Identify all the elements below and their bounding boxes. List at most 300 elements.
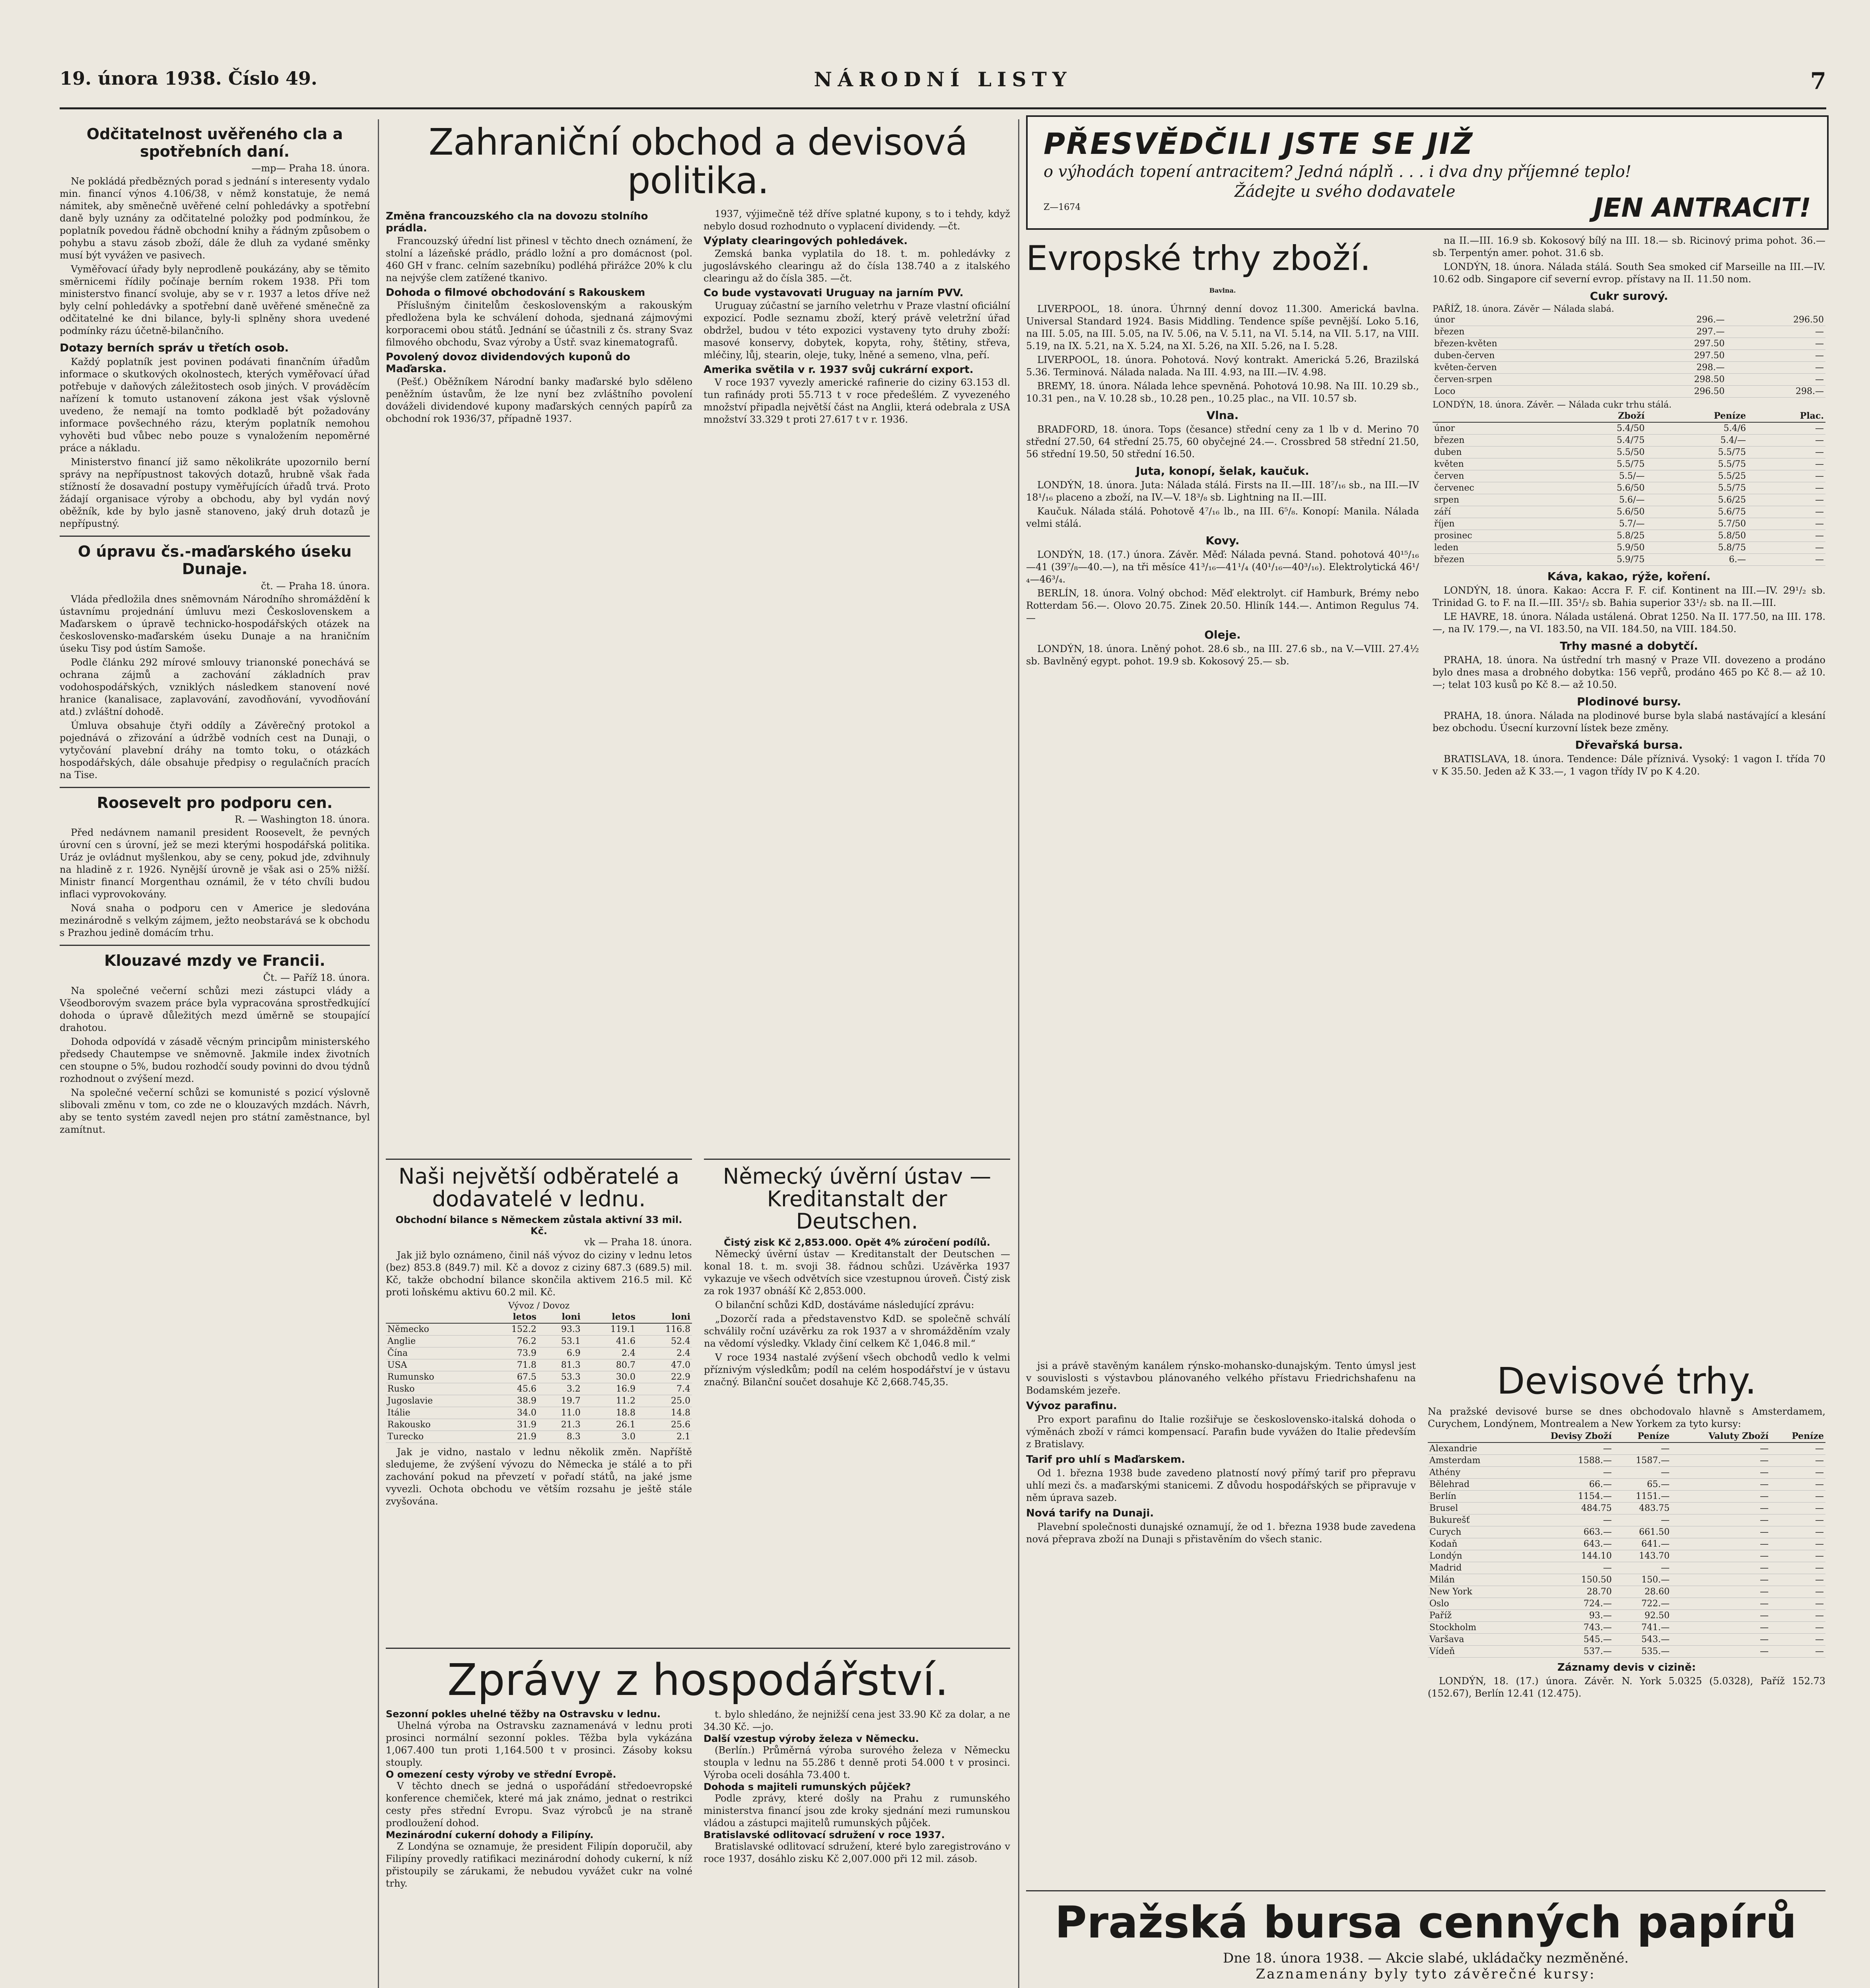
paragraph: Dohoda odpovídá v zásadě věcným principům ministerského předsedy Chautempse ve sněmovně. Jakmile index životních cen stoupne o 5%, budou rozhodčí soudy povinni do dvou týdnů rozhodnout o zvýšení mezd. xyxy=(60,1036,370,1085)
table-row xyxy=(1428,1586,1825,1598)
table-row xyxy=(1428,1562,1825,1574)
table-cell: 76.2 xyxy=(483,1336,538,1347)
table-cell: 722.— xyxy=(1613,1598,1671,1610)
table-cell: 1151.— xyxy=(1613,1491,1671,1503)
issue-date: 19. února 1938. Číslo 49. xyxy=(60,68,317,89)
table-header: letos xyxy=(483,1311,538,1323)
table-row xyxy=(386,1431,692,1443)
article-title: Dotazy berních správ u třetích osob. xyxy=(60,341,289,355)
table-cell: — xyxy=(1671,1634,1770,1646)
table-row xyxy=(1428,1610,1825,1622)
table-cell: Jugoslavie xyxy=(386,1395,483,1407)
section-title: Zprávy z hospodářství. xyxy=(447,1654,949,1705)
table-cell: 5.7/— xyxy=(1557,518,1646,530)
article-transit xyxy=(1026,1360,1416,1877)
table-cell: 543.— xyxy=(1613,1634,1671,1646)
table-row xyxy=(386,1347,692,1359)
section-economic-news xyxy=(386,1642,1010,1988)
item-title: Dohoda o filmové obchodování s Rakouskem xyxy=(386,287,645,299)
table-cell: 298.— xyxy=(1726,386,1825,398)
paragraph: Zemská banka vyplatila do 18. t. m. pohledávky z jugoslávského clearingu až do čísla 138.740 a z italského clearingu až do čísla 385. —čt. xyxy=(704,248,1010,284)
table-header: Peníze xyxy=(1613,1430,1671,1442)
table-cell: — xyxy=(1748,542,1825,554)
table-cell: — xyxy=(1748,447,1825,458)
table-cell: — xyxy=(1726,338,1825,350)
table-cell: 22.9 xyxy=(637,1371,692,1383)
table-cell: červenec xyxy=(1433,482,1557,494)
table-cell: Turecko xyxy=(386,1431,483,1443)
paragraph: LONDÝN, 18. (17.) února. Závěr. N. York 5.0325 (5.0328), Paříž 152.73 (152.67), Berlín 12.41 (12.475). xyxy=(1428,1675,1825,1699)
table-header xyxy=(1428,1430,1512,1442)
dateline: —mp— Praha 18. února. xyxy=(251,163,370,174)
item-title: Dohoda s majiteli rumunských půjček? xyxy=(704,1781,911,1792)
table-cell: — xyxy=(1671,1491,1770,1503)
table-cell: říjen xyxy=(1433,518,1557,530)
table-cell: 297.50 xyxy=(1627,350,1726,362)
table-cell: 297.— xyxy=(1627,326,1726,338)
table-cell: — xyxy=(1512,1442,1613,1455)
table-cell: leden xyxy=(1433,542,1557,554)
markets-right xyxy=(1433,235,1825,778)
table-cell: — xyxy=(1671,1646,1770,1658)
table-cell: 5.6/50 xyxy=(1557,506,1646,518)
paragraph: LONDÝN, 18. (17.) února. Závěr. Měď: Nálada pevná. Stand. pohotová 40¹⁵/₁₆—41 (39⁷/₈—40.—), na tři měsíce 41³/₁₆—41¹/₄ (40¹/₁₆—40³/₁₆). Elektrolytická 46¹/₄—46³/₄. xyxy=(1026,549,1419,585)
table-cell: 150.— xyxy=(1613,1574,1671,1586)
dateline: vk — Praha 18. února. xyxy=(584,1237,692,1248)
article-subtitle: Obchodní bilance s Německem zůstala aktivní 33 mil. Kč. xyxy=(395,1214,682,1237)
table-cell: 26.1 xyxy=(582,1419,637,1431)
market-head: Juta, konopí, šelak, kaučuk. xyxy=(1136,464,1309,478)
table-cell: 483.75 xyxy=(1613,1503,1671,1514)
table-cell: 6.— xyxy=(1646,554,1748,566)
currency-table xyxy=(1428,1430,1825,1658)
table-cell: — xyxy=(1613,1442,1671,1455)
table-cell: Milán xyxy=(1428,1574,1512,1586)
masthead xyxy=(60,60,1826,109)
paragraph: Před nedávnem namanil president Roosevelt, že pevných úrovní cen s úrovní, jež se mezi kterými hospodářská politika. Uráz je ovládnut myšlenkou, aby se ceny, pokud jde, zdvihnuly na hladině z r. 1926. Nynější úrovně je však asi o 25% nižší. Ministr financí Morgenthau oznámil, že v této chvíli budou inflaci vyprovokovány. xyxy=(60,827,370,900)
paragraph: LE HAVRE, 18. února. Nálada ustálená. Obrat 1250. Na II. 177.50, na III. 178.—, na IV. 179.—, na VI. 183.50, na VII. 184.50, na VIII. 184.50. xyxy=(1433,611,1825,635)
divider xyxy=(386,1648,1010,1649)
table-cell: — xyxy=(1770,1467,1825,1479)
table-row xyxy=(1433,506,1825,518)
paragraph: LIVERPOOL, 18. února. Úhrnný denní dovoz 11.300. Americká bavlna. Universal Standard 1924. Basis Middling. Tendence spíše pevnější. Loko 5.16, na III. 5.05, na III. 5.05, na IV. 5.06, na V. 5.11, na VI. 5.14, na VII. 5.17, na VIII. 5.19, na IX. 5.21, na X. 5.24, na XI. 5.26, na XII. 5.26, na I. 5.28. xyxy=(1026,303,1419,351)
table-cell: — xyxy=(1748,435,1825,447)
table-cell: 298.50 xyxy=(1627,374,1726,386)
item-title: O omezení cesty výroby ve střední Evropě. xyxy=(386,1769,616,1780)
page-number: 7 xyxy=(1810,68,1826,95)
table-cell: 5.4/6 xyxy=(1646,422,1748,435)
table-cell: — xyxy=(1671,1622,1770,1634)
item-title: Sezonní pokles uhelné těžby na Ostravsku v lednu. xyxy=(386,1708,661,1720)
table-row xyxy=(1433,470,1825,482)
column-rule xyxy=(378,119,379,1988)
market-line: LONDÝN, 18. února. Závěr. — Nálada cukr trhu stálá. xyxy=(1433,400,1672,410)
table-cell: 21.9 xyxy=(483,1431,538,1443)
table-cell: duben-červen xyxy=(1433,350,1627,362)
table-cell: 11.0 xyxy=(538,1407,582,1419)
item-title: Další vzestup výroby železa v Německu. xyxy=(704,1733,919,1744)
paragraph: Jak je vidno, nastalo v lednu několik změn. Napříště sledujeme, že zvýšení vývozu do Německa je stálé a to při zachování pokud na převzetí v pořadí států, na jaké jsme vyvezli. Ochota obchodu ve větším rozsahu je ještě stále zvyšována. xyxy=(386,1446,692,1507)
ad-headline: PŘESVĚDČILI JSTE SE JIŽ xyxy=(1044,127,1474,161)
table-cell: červen-srpen xyxy=(1433,374,1627,386)
table-cell: — xyxy=(1671,1586,1770,1598)
table-header: Valuty Zboží xyxy=(1671,1430,1770,1442)
table-cell: 5.5/25 xyxy=(1646,470,1748,482)
table-cell: — xyxy=(1671,1550,1770,1562)
table-cell: — xyxy=(1770,1491,1825,1503)
table-row xyxy=(1433,326,1825,338)
table-cell: 3.0 xyxy=(582,1431,637,1443)
item-title: Bratislavské odlitovací sdružení v roce 1937. xyxy=(704,1829,945,1840)
subcolumn-left xyxy=(386,1708,692,1890)
antracit-advert xyxy=(1026,115,1829,230)
table-row xyxy=(1428,1455,1825,1467)
table-cell: březen xyxy=(1433,435,1557,447)
market-head: Cukr surový. xyxy=(1590,289,1668,303)
table-header: Peníze xyxy=(1770,1430,1825,1442)
divider xyxy=(704,1159,1010,1160)
article-title: Naši největší odběratelé a dodavatelé v lednu. xyxy=(398,1164,679,1211)
table-cell: 150.50 xyxy=(1512,1574,1613,1586)
table-cell: 3.2 xyxy=(538,1383,582,1395)
table-cell: 5.4/50 xyxy=(1557,422,1646,435)
paragraph: Z Londýna se oznamuje, že president Filipín doporučil, aby Filipíny provedly ratifikaci mezinárodní dohody cukerní, k níž přistoupily se zárukami, že nebudou vyvážet cukr na volné trhy. xyxy=(386,1841,692,1889)
table-row xyxy=(1428,1479,1825,1491)
table-cell: 92.50 xyxy=(1613,1610,1671,1622)
table-cell: 1154.— xyxy=(1512,1491,1613,1503)
table-cell: 2.4 xyxy=(637,1347,692,1359)
table-cell: 643.— xyxy=(1512,1538,1613,1550)
table-cell: 65.— xyxy=(1613,1479,1671,1491)
paragraph: Ne pokládá předbězných porad s jednání s interesenty vydalo min. financí výnos 4.106/38, v němž konstatuje, že nemá námitek, aby směnečně uvěřené celní pohledávky a spotřební daně byly uznány za odčitatelné položky pod podmínkou, že poplatník povedou řádně obchodní knihy a řádným způsobem o pohybu a stavu zásob zboží, dále že dluh za vydané směnky musí být vyvážen ve pasivech. xyxy=(60,176,370,261)
table-cell: — xyxy=(1671,1503,1770,1514)
paragraph: BRADFORD, 18. února. Tops (česance) střední ceny za 1 lb v d. Merino 70 střední 27.50, 64 střední 25.75, 60 obyčejné 24.—. Crossbred 58 střední 21.50, 56 střední 19.50, 50 střední 16.50. xyxy=(1026,423,1419,460)
table-cell: 537.— xyxy=(1512,1646,1613,1658)
table-header: Devisy Zboží xyxy=(1512,1430,1613,1442)
table-cell: 152.2 xyxy=(483,1323,538,1336)
table-row xyxy=(1428,1514,1825,1526)
table-row xyxy=(1428,1467,1825,1479)
market-head: Vlna. xyxy=(1206,408,1239,422)
ad-line: Žádejte u svého dodavatele xyxy=(1234,182,1456,201)
table-cell: — xyxy=(1726,362,1825,374)
item-title: Amerika světila v r. 1937 svůj cukrární export. xyxy=(704,364,974,376)
table-cell: USA xyxy=(386,1359,483,1371)
table-cell: 93.— xyxy=(1512,1610,1613,1622)
paragraph: (Berlín.) Průměrná výroba surového železa v Německu stoupla v lednu na 55.286 t denně proti 54.000 t v prosinci. Výroba oceli dosáhla 73.400 t. xyxy=(704,1745,1010,1780)
table-cell: — xyxy=(1671,1455,1770,1467)
table-cell: — xyxy=(1726,326,1825,338)
table-header: Zboží xyxy=(1557,410,1646,422)
table-cell: — xyxy=(1671,1526,1770,1538)
item-title: Změna francouzského cla na dovozu stolního prádla. xyxy=(386,210,648,235)
table-cell: 2.4 xyxy=(582,1347,637,1359)
table-cell: Čína xyxy=(386,1347,483,1359)
table-cell: — xyxy=(1613,1514,1671,1526)
paragraph: Plavební společnosti dunajské oznamují, že od 1. března 1938 bude zavedena nová přeprava zboží na Dunaji s přistavěním do všech stanic. xyxy=(1026,1521,1416,1545)
article-title: Německý úvěrní ústav — Kreditanstalt der Deutschen. xyxy=(723,1164,991,1234)
table-cell: — xyxy=(1770,1574,1825,1586)
table-row xyxy=(1433,494,1825,506)
table-cell: 641.— xyxy=(1613,1538,1671,1550)
table-cell: 25.6 xyxy=(637,1419,692,1431)
table-cell: červen xyxy=(1433,470,1557,482)
market-line: PAŘÍŽ, 18. února. Závěr — Nálada slabá. xyxy=(1433,304,1614,314)
table-cell: 31.9 xyxy=(483,1419,538,1431)
table-cell: — xyxy=(1613,1562,1671,1574)
table-cell: 5.5/75 xyxy=(1646,482,1748,494)
table-cell: — xyxy=(1770,1538,1825,1550)
table-cell: 5.6/25 xyxy=(1646,494,1748,506)
table-row xyxy=(1433,530,1825,542)
paragraph: Francouzský úřední list přinesl v těchto dnech oznámení, že stolní a lázeňské prádlo, prádlo ložní a pro domácnost (pol. 460 GH v franc. celním sazebníku) podléhá přirážce 20% k clu na nejvýše clem zatížené tkanivo. xyxy=(386,235,692,284)
table-cell: květen-červen xyxy=(1433,362,1627,374)
table-cell: 2.1 xyxy=(637,1431,692,1443)
table-cell: Loco xyxy=(1433,386,1627,398)
table-cell: 45.6 xyxy=(483,1383,538,1395)
table-cell: 28.70 xyxy=(1512,1586,1613,1598)
table-cell: — xyxy=(1748,518,1825,530)
table-cell: Brusel xyxy=(1428,1503,1512,1514)
table-cell: 724.— xyxy=(1512,1598,1613,1610)
paragraph: Na společné večerní schůzi se komunisté s pozicí výslovně slibovali změnu v tom, co zde ne o klouzavých mzdách. Návrh, aby se tento systém zavedl nejen pro státní zaměstnance, byl zamítnut. xyxy=(60,1087,370,1136)
market-head: Káva, kakao, rýže, koření. xyxy=(1547,570,1711,583)
table-cell: — xyxy=(1512,1562,1613,1574)
trade-table xyxy=(386,1311,692,1443)
paragraph: Bratislavské odlitovací sdružení, které bylo zaregistrováno v roce 1937, dosáhlo zisku Kč 2,007.000 při 12 mil. zásob. xyxy=(704,1841,1010,1864)
paragraph: (Pešť.) Oběžníkem Národní banky maďarské bylo sděleno peněžním ústavům, že lze nyní bez zvláštního povolení dováželi dividendové kupony maďarských cenných papírů za obchodní rok 1936/37, případně 1937. xyxy=(386,376,692,425)
table-cell: 7.4 xyxy=(637,1383,692,1395)
paragraph: Vyměřovací úřady byly neprodleně poukázány, aby se těmito směrnicemi řídily počínaje berním rokem 1938. Při tom ministerstvo financí svoluje, aby se v r. 1937 a letos dříve než byly celní pohledávky a spotřební daně uvěřené směnečně za odčitatelné ke dni bilance, byly-li splněny shora uvedené podmínky rázu účetně-bilančního. xyxy=(60,264,370,337)
table-cell: — xyxy=(1726,374,1825,386)
table-cell: — xyxy=(1770,1634,1825,1646)
table-cell: — xyxy=(1748,530,1825,542)
paragraph: BREMY, 18. února. Nálada lehce spevněná. Pohotová 10.98. Na III. 10.29 sb., 10.31 pen., na V. 10.28 sb., 10.28 pen., 10.25 plac., na VII. 10.57 sb. xyxy=(1026,380,1419,404)
article-trade-partners xyxy=(386,1153,692,1630)
ad-brand: JEN ANTRACIT! xyxy=(1593,192,1811,223)
table-cell: 8.3 xyxy=(538,1431,582,1443)
paragraph: V těchto dnech se jedná o uspořádání středoevropské konference chemiček, které má jak známo, jednat o restrikci cesty přes střední Evropu. Svaz výrobců je na straně prodloužení dohod. xyxy=(386,1780,692,1829)
table-cell: 5.6/— xyxy=(1557,494,1646,506)
paragraph: LONDÝN, 18. února. Kakao: Accra F. F. cif. Kontinent na III.—IV. 29¹/₂ sb. Trinidad G. to F. na II.—III. 35¹/₂ sb. Bahia superior 33¹/₂ sb. na II.—III. xyxy=(1433,585,1825,608)
paragraph: PRAHA, 18. února. Nálada na plodinové burse byla slabá nastávající a klesání bez obchodu. Úsecní kurzovní lístek beze změny. xyxy=(1433,710,1825,734)
table-cell: 80.7 xyxy=(582,1359,637,1371)
divider xyxy=(60,787,370,788)
table-cell: Vídeň xyxy=(1428,1646,1512,1658)
paragraph: BERLÍN, 18. února. Volný obchod: Měď elektrolyt. cif Hamburk, Brémy nebo Rotterdam 56.—. Olovo 20.75. Zinek 20.50. Hliník 144.—. Antimon Regulus 74.— xyxy=(1026,587,1419,623)
paragraph: 1937, výjimečně též dříve splatné kupony, s to i tehdy, když nebylo dosud rozhodnuto o vyplacení dividendy. —čt. xyxy=(704,208,1010,232)
paragraph: V roce 1934 nastalé zvýšení všech obchodů vedlo k velmi příznivým výsledkům; podíl na celém hospodářství je v ústavu značný. Bilanční součet dosahuje Kč 2,668.745,35. xyxy=(704,1352,1010,1388)
table-row xyxy=(1428,1598,1825,1610)
table-row xyxy=(1433,314,1825,326)
item-title: Mezinárodní cukerní dohody a Filipíny. xyxy=(386,1829,594,1840)
table-cell: 143.70 xyxy=(1613,1550,1671,1562)
table-row xyxy=(1428,1622,1825,1634)
table-row xyxy=(1428,1574,1825,1586)
table-cell: — xyxy=(1770,1550,1825,1562)
table-cell: Varšava xyxy=(1428,1634,1512,1646)
table-cell: 296.50 xyxy=(1627,386,1726,398)
paragraph: Podle článku 292 mírové smlouvy trianonské ponechává se ochrana zájmů a zachování základních prav vodohospodářských, vzniklých následkem stanovení nové hranice (kanalisace, zaplavování, zavodňování, vyvodňování atd.) zvláštní dohodě. xyxy=(60,656,370,717)
table-cell: — xyxy=(1613,1467,1671,1479)
paragraph: LONDÝN, 18. února. Juta: Nálada stálá. Firsts na II.—III. 18⁷/₁₆ sb., na III.—IV 18¹/₁₆ placeno a zboží, na IV.—V. 18³/₈ sb. Lightning na II.—III. xyxy=(1026,479,1419,503)
table-cell: 5.5/75 xyxy=(1646,458,1748,470)
table-row xyxy=(1433,518,1825,530)
table-cell: 484.75 xyxy=(1512,1503,1613,1514)
paragraph: BRATISLAVA, 18. února. Tendence: Dále příznivá. Vysoký: 1 vagon I. třída 70 v K 35.50. Jeden až K 33.—, 1 vagon třídy IV po K 4.20. xyxy=(1433,753,1825,777)
table-cell: 5.6/75 xyxy=(1646,506,1748,518)
table-cell: 5.8/50 xyxy=(1646,530,1748,542)
paragraph: na II.—III. 16.9 sb. Kokosový bílý na III. 18.— sb. Ricinový prima pohot. 36.— sb. Terpentýn amer. pohot. 31.6 sb. xyxy=(1433,235,1825,258)
table-cell: 21.3 xyxy=(538,1419,582,1431)
table-row xyxy=(1428,1526,1825,1538)
table-cell: 53.3 xyxy=(538,1371,582,1383)
paragraph: LONDÝN, 18. února. Lněný pohot. 28.6 sb., na III. 27.6 sb., na V.—VIII. 27.4½ sb. Bavlněný egypt. pohot. 19.9 sb. Kokosový 25.— sb. xyxy=(1026,643,1419,667)
table-cell: 5.6/50 xyxy=(1557,482,1646,494)
table-row xyxy=(1433,435,1825,447)
table-cell: 5.9/75 xyxy=(1557,554,1646,566)
table-cell: — xyxy=(1671,1538,1770,1550)
section-title: Evropské trhy zboží. xyxy=(1026,239,1371,278)
table-cell: — xyxy=(1512,1514,1613,1526)
table-cell: — xyxy=(1671,1467,1770,1479)
table-cell: — xyxy=(1770,1442,1825,1455)
ad-code: Z—1674 xyxy=(1044,202,1081,212)
paragraph: LIVERPOOL, 18. února. Pohotová. Nový kontrakt. Americká 5.26, Brazilská 5.36. Terminová. Nálada nalada. Na III. 4.93, na III.—IV. 4.98. xyxy=(1026,354,1419,378)
table-row xyxy=(1433,350,1825,362)
table-cell: 296.50 xyxy=(1726,314,1825,326)
table-cell: 16.9 xyxy=(582,1383,637,1395)
table-cell: Bělehrad xyxy=(1428,1479,1512,1491)
item-title: Nová tarify na Dunaji. xyxy=(1026,1507,1154,1519)
table-cell: 297.50 xyxy=(1627,338,1726,350)
column-rule xyxy=(1018,119,1019,1988)
section-title: Pražská bursa cenných papírů xyxy=(1055,1897,1797,1948)
table-cell: Itálie xyxy=(386,1407,483,1419)
table-row xyxy=(386,1383,692,1395)
table-cell: Curych xyxy=(1428,1526,1512,1538)
table-cell: Kodaň xyxy=(1428,1538,1512,1550)
article-kreditanstalt xyxy=(704,1153,1010,1630)
section-title: Devisové trhy. xyxy=(1497,1360,1757,1402)
table-cell: — xyxy=(1770,1503,1825,1514)
table-cell: Athény xyxy=(1428,1467,1512,1479)
table-row xyxy=(386,1359,692,1371)
table-row xyxy=(386,1371,692,1383)
paragraph: Na pražské devisové burse se dnes obchodovalo hlavně s Amsterdamem, Curychem, Londýnem, Montrealem a New Yorkem za tyto kursy: xyxy=(1428,1406,1825,1429)
item-title: Výplaty clearingových pohledávek. xyxy=(704,235,908,247)
paragraph: Kaučuk. Nálada stálá. Pohotově 4⁷/₁₆ lb., na III. 6⁵/₈. Konopí: Manila. Nálada velmi stálá. xyxy=(1026,505,1419,529)
item-title: Co bude vystavovati Uruguay na jarním PVV. xyxy=(704,287,964,299)
table-cell: — xyxy=(1770,1646,1825,1658)
table-cell: 5.8/75 xyxy=(1646,542,1748,554)
table-cell: prosinec xyxy=(1433,530,1557,542)
table-cell: 1587.— xyxy=(1613,1455,1671,1467)
market-head: Dřevařská bursa. xyxy=(1575,738,1683,751)
table-header: loni xyxy=(538,1311,582,1323)
table-cell: — xyxy=(1770,1514,1825,1526)
table-cell: — xyxy=(1770,1455,1825,1467)
table-cell: březen-květen xyxy=(1433,338,1627,350)
paragraph: Uruguay zúčastní se jarního veletrhu v Praze vlastní oficiální expozicí. Podle seznamu zboží, který právě veletržní úřad obdržel, budou v této expozici vystaveny tyto druhy zboží: masové konservy, dobytek, kopyta, rohy, štětiny, střeva, mléčiny, lůj, stearin, oleje, tuky, lněné a semeno, vlna, peří. xyxy=(704,300,1010,361)
table-row xyxy=(1428,1550,1825,1562)
table-cell: 11.2 xyxy=(582,1395,637,1407)
paragraph: V roce 1937 vyvezly americké rafinerie do ciziny 63.153 dl. tun rafinády proti 55.713 t v roce předešlém. Z vyvezeného množství připadla největší část na Anglii, která odebrala z USA množství 33.329 t proti 27.617 t v r. 1936. xyxy=(704,377,1010,425)
table-caption: Vývoz / Dovoz xyxy=(508,1301,570,1311)
table-cell: — xyxy=(1748,482,1825,494)
table-cell: srpen xyxy=(1433,494,1557,506)
table-cell: 5.4/— xyxy=(1646,435,1748,447)
paragraph: Jak již bylo oznámeno, činil náš vývoz do ciziny v lednu letos (bez) 853.8 (849.7) mil. Kč a dovoz z ciziny 687.3 (689.5) mil. Kč, takže obchodní bilance skončila aktivem 216.5 mil. Kč proti loňskému aktivu 60.2 mil. Kč. xyxy=(386,1250,692,1298)
table-cell: 34.0 xyxy=(483,1407,538,1419)
paper-name: NÁRODNÍ LISTY xyxy=(814,68,1072,91)
table-cell: Rusko xyxy=(386,1383,483,1395)
table-cell: Oslo xyxy=(1428,1598,1512,1610)
divider xyxy=(386,1159,692,1160)
table-cell: 41.6 xyxy=(582,1336,637,1347)
table-cell: — xyxy=(1748,506,1825,518)
table-cell: Německo xyxy=(386,1323,483,1336)
table-cell: 18.8 xyxy=(582,1407,637,1419)
table-cell: 5.5/75 xyxy=(1557,458,1646,470)
table-cell: Rakousko xyxy=(386,1419,483,1431)
table-cell: 81.3 xyxy=(538,1359,582,1371)
table-cell: 5.5/50 xyxy=(1557,447,1646,458)
table-cell: 52.4 xyxy=(637,1336,692,1347)
table-cell: Amsterdam xyxy=(1428,1455,1512,1467)
table-cell: — xyxy=(1748,422,1825,435)
table-cell: 5.5/75 xyxy=(1646,447,1748,458)
paragraph: Vláda předložila dnes sněmovnám Národního shromáždění k ústavnímu projednání úmluvu mezi Československem a Maďarskem o úpravě technicko-hospodářských otázek na československo-maďarském úseku Dunaje a na hraničním úseku Tisy pod ústím Samoše. xyxy=(60,593,370,654)
table-row xyxy=(1433,482,1825,494)
table-cell: — xyxy=(1671,1442,1770,1455)
table-cell: 296.— xyxy=(1627,314,1726,326)
table-cell: 71.8 xyxy=(483,1359,538,1371)
table-cell: 741.— xyxy=(1613,1622,1671,1634)
table-cell: — xyxy=(1770,1526,1825,1538)
table-cell: Paříž xyxy=(1428,1610,1512,1622)
table-row xyxy=(1433,447,1825,458)
table-cell: 661.50 xyxy=(1613,1526,1671,1538)
table-cell: 25.0 xyxy=(637,1395,692,1407)
column-left xyxy=(60,119,370,1988)
sugar-london-table xyxy=(1433,410,1825,566)
table-cell: 47.0 xyxy=(637,1359,692,1371)
subcolumn-right xyxy=(704,1708,1010,1890)
table-cell: — xyxy=(1770,1586,1825,1598)
markets-left xyxy=(1026,235,1419,778)
table-cell: Berlín xyxy=(1428,1491,1512,1503)
market-head: Bavlna. xyxy=(1209,287,1236,295)
table-cell: 298.— xyxy=(1627,362,1726,374)
table-cell: — xyxy=(1770,1598,1825,1610)
table-header xyxy=(386,1311,483,1323)
table-cell: duben xyxy=(1433,447,1557,458)
table-cell: 535.— xyxy=(1613,1646,1671,1658)
table-row xyxy=(1433,422,1825,435)
table-cell: — xyxy=(1770,1562,1825,1574)
table-cell: 5.9/50 xyxy=(1557,542,1646,554)
table-cell: — xyxy=(1748,470,1825,482)
table-header xyxy=(1433,410,1557,422)
paragraph: Od 1. března 1938 bude zavedeno platností nový přímý tarif pro přepravu uhlí mezi čs. a maďarskými stanicemi. Z důvodu hospodářských se připravuje v něm úprava sazeb. xyxy=(1026,1468,1416,1503)
table-cell: únor xyxy=(1433,314,1627,326)
paragraph: Pro export parafinu do Italie rozšiřuje se československo-italská dohoda o výměnách zboží v rámci kompensací. Parafin bude vyvážen do Italie především z Bratislavy. xyxy=(1026,1414,1416,1450)
table-cell: Alexandrie xyxy=(1428,1442,1512,1455)
table-cell: 19.7 xyxy=(538,1395,582,1407)
market-head: Plodinové bursy. xyxy=(1577,695,1681,708)
section-stock-exchange xyxy=(1026,1885,1825,1988)
